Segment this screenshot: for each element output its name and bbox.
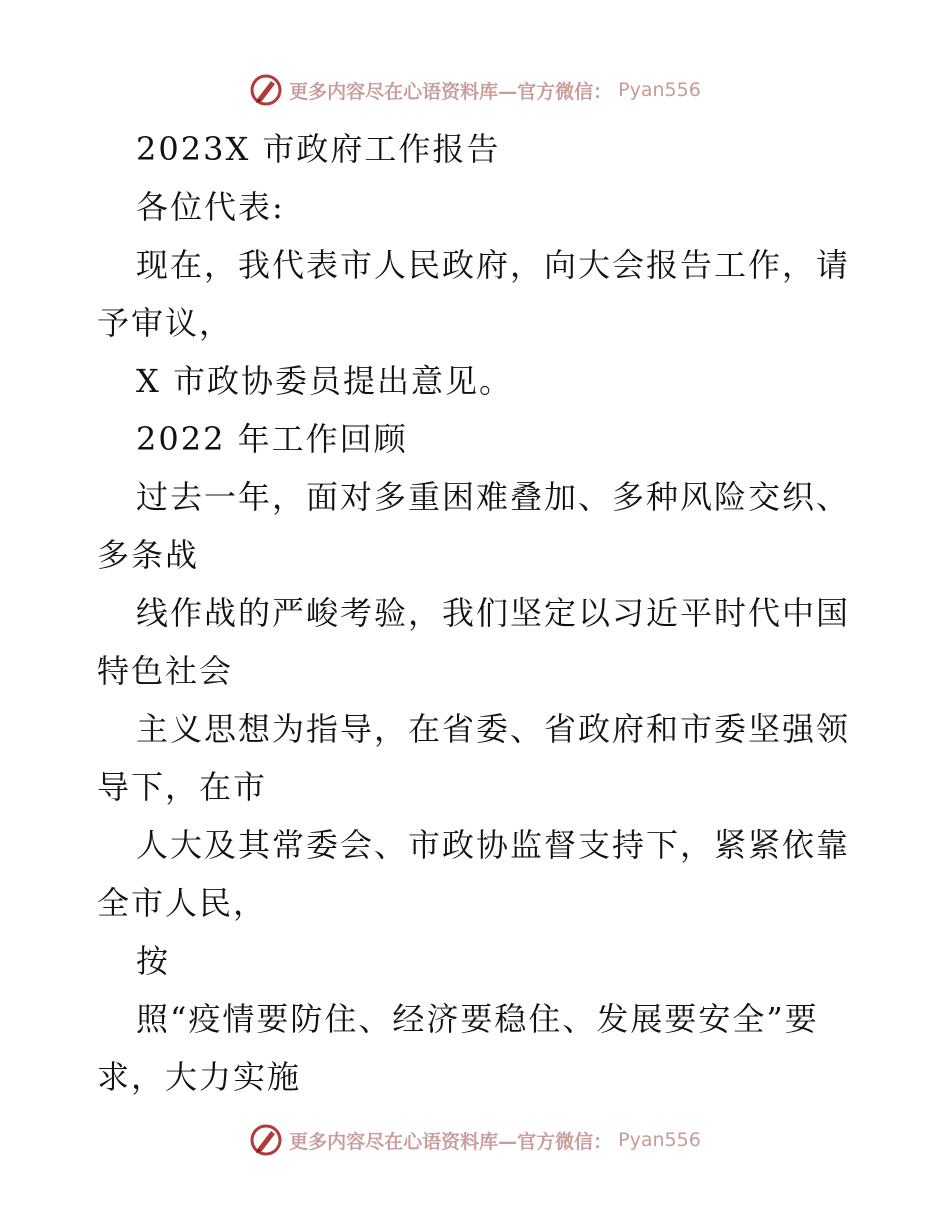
- doc-line: 2022 年工作回顾: [136, 420, 408, 458]
- doc-line: 现在，我代表市人民政府，向大会报告工作，请: [136, 246, 851, 284]
- doc-line: 多条战: [97, 536, 200, 574]
- doc-line: 照“疫情要防住、经济要稳住、发展要安全”要: [136, 1000, 819, 1038]
- doc-line: 线作战的严峻考验，我们坚定以习近平时代中国: [136, 594, 851, 632]
- pen-logo-icon: [249, 73, 283, 107]
- doc-line: 主义思想为指导，在省委、省政府和市委坚强领: [136, 710, 851, 748]
- header-banner: [0, 70, 950, 110]
- banner-wechat-id: Pyan556: [618, 1129, 701, 1151]
- doc-line: 导下，在市: [97, 768, 268, 806]
- banner-text: 更多内容尽在心语资料库—官方微信：: [289, 80, 613, 103]
- banner-text: 更多内容尽在心语资料库—官方微信：: [289, 1130, 613, 1153]
- doc-line: 2023X 市政府工作报告: [136, 130, 501, 168]
- document-body: [97, 120, 857, 1106]
- doc-line: 特色社会: [97, 652, 234, 690]
- doc-line: 各位代表:: [136, 188, 285, 226]
- footer-banner: [0, 1120, 950, 1160]
- doc-line: 予审议，: [97, 304, 234, 342]
- doc-line: X 市政协委员提出意见。: [136, 362, 513, 400]
- doc-line: 过去一年，面对多重困难叠加、多种风险交织、: [136, 478, 851, 516]
- doc-line: 按: [136, 942, 171, 980]
- doc-line: 人大及其常委会、市政协监督支持下，紧紧依靠: [136, 826, 851, 864]
- pen-logo-icon: [249, 1123, 283, 1157]
- doc-line: 求，大力实施: [97, 1058, 302, 1096]
- banner-wechat-id: Pyan556: [618, 79, 701, 101]
- doc-line: 全市人民，: [97, 884, 268, 922]
